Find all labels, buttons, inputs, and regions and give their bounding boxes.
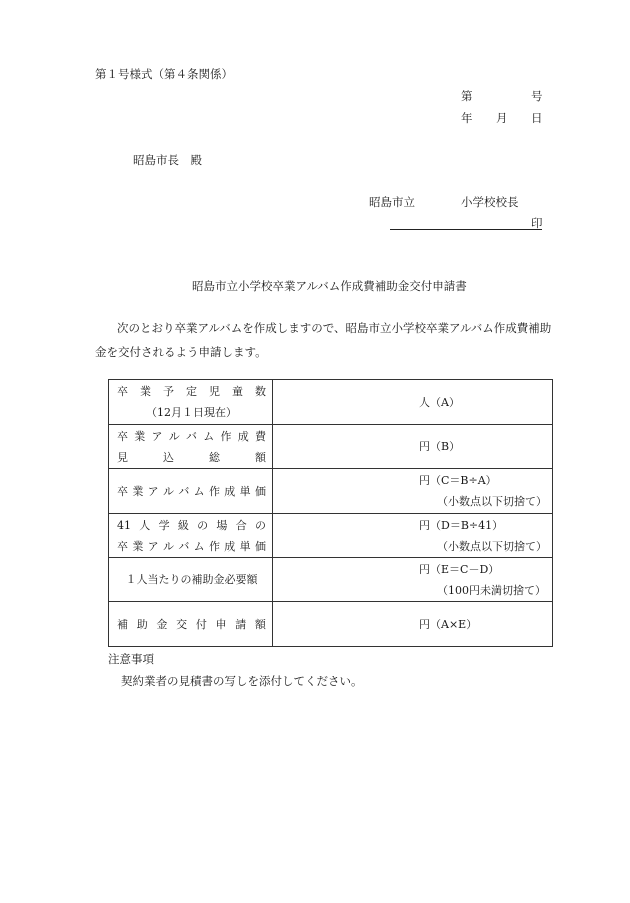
value-text: 円（B） <box>419 440 461 453</box>
table-row <box>109 469 553 514</box>
label-char: 41 <box>117 518 131 532</box>
label-char: 定 <box>186 385 197 398</box>
applicant-school: 小学校校長 <box>461 195 519 209</box>
label-char: 作 <box>208 484 220 498</box>
label-cell <box>109 558 273 602</box>
label-char: ア <box>147 484 159 498</box>
label-char: 卒 <box>117 484 128 498</box>
label-char: 卒 <box>117 385 128 398</box>
label-char: 成 <box>224 484 236 498</box>
value-text: 円（C＝B÷A） <box>419 474 497 487</box>
value-cell <box>273 380 553 425</box>
label-line: １人当たりの補助金必要額 <box>125 573 258 586</box>
label-char: の <box>197 518 209 532</box>
label-cell <box>109 425 273 469</box>
table-row <box>109 514 553 558</box>
label-char: バ <box>178 539 190 553</box>
label-char: 業 <box>134 429 146 443</box>
label-char: 助 <box>136 617 148 631</box>
label-char: 作 <box>220 429 232 443</box>
label-char: ア <box>151 429 163 443</box>
label-char: 請 <box>235 617 247 631</box>
label-char: ム <box>193 539 205 553</box>
value-note: （小数点以下切捨て） <box>437 539 547 553</box>
label-char: ル <box>162 484 174 498</box>
label-cell <box>109 514 273 558</box>
doc-number-dai: 第 <box>461 89 473 103</box>
applicant-city: 昭島市立 <box>369 195 415 209</box>
label-char: 単 <box>239 539 251 553</box>
label-line <box>117 536 266 557</box>
label-char: 学 <box>158 518 170 532</box>
label-char: 付 <box>195 617 207 631</box>
date-day: 日 <box>531 111 543 125</box>
label-cell <box>109 602 273 647</box>
value-cell <box>273 469 553 514</box>
label-char: 作 <box>208 539 220 553</box>
label-char: ム <box>203 429 215 443</box>
label-line <box>117 614 266 635</box>
table-row <box>109 602 553 647</box>
value-text: 円（D＝B÷41） <box>419 518 504 532</box>
label-char: 成 <box>224 539 236 553</box>
label-char: 総 <box>209 450 220 464</box>
label-char: 見 <box>117 450 128 464</box>
document-title: 昭島市立小学校卒業アルバム作成費補助金交付申請書 <box>192 279 467 293</box>
label-char: 補 <box>117 617 128 631</box>
label-char: 額 <box>255 450 266 464</box>
body-line-1: 次のとおり卒業アルバムを作成しますので、昭島市立小学校卒業アルバム作成費補助 <box>117 321 552 335</box>
notes-heading: 注意事項 <box>108 652 154 666</box>
label-char: バ <box>186 429 197 443</box>
label-char: 数 <box>255 385 266 398</box>
signature-line <box>390 229 542 230</box>
label-char: 申 <box>215 617 227 631</box>
label-subline: （12月１日現在） <box>146 406 237 419</box>
label-char: ア <box>147 539 159 553</box>
label-char: ル <box>168 429 180 443</box>
label-char: 卒 <box>117 429 128 443</box>
label-char: 価 <box>254 539 266 553</box>
label-char: 合 <box>235 518 247 532</box>
label-char: 込 <box>163 450 174 464</box>
label-char: 金 <box>156 617 168 631</box>
label-char: ル <box>162 539 174 553</box>
value-cell <box>273 514 553 558</box>
date-month: 月 <box>496 111 508 125</box>
label-char: 予 <box>163 385 174 398</box>
label-line <box>117 381 266 402</box>
table-row <box>109 380 553 425</box>
application-table <box>108 379 553 647</box>
label-char: バ <box>178 484 190 498</box>
body-line-2: 金を交付されるよう申請します。 <box>95 345 267 359</box>
value-text: 円（A×E） <box>419 617 478 631</box>
addressee: 昭島市長 殿 <box>133 153 202 167</box>
label-line <box>117 481 266 502</box>
label-char: 業 <box>132 539 144 553</box>
label-char: 業 <box>132 484 144 498</box>
doc-number-go: 号 <box>531 89 543 103</box>
label-line <box>117 515 266 536</box>
value-note: （小数点以下切捨て） <box>437 495 547 508</box>
label-char: 人 <box>139 518 151 532</box>
notes-item: 契約業者の見積書の写しを添付してください。 <box>121 674 363 688</box>
label-cell <box>109 380 273 425</box>
value-cell <box>273 425 553 469</box>
value-text: 円（E＝C－D） <box>419 562 500 576</box>
label-char: 級 <box>177 518 189 532</box>
value-text: 人（A） <box>419 395 460 409</box>
form-number: 第１号様式（第４条関係） <box>95 67 233 81</box>
label-char: 成 <box>237 429 249 443</box>
label-char: 単 <box>239 484 251 498</box>
label-char: 童 <box>232 385 243 398</box>
label-line <box>117 447 266 468</box>
table-row <box>109 425 553 469</box>
seal-mark: 印 <box>531 216 543 230</box>
label-line <box>117 426 266 447</box>
label-cell <box>109 469 273 514</box>
date-year: 年 <box>461 111 473 125</box>
label-char: 場 <box>216 518 228 532</box>
label-char: ム <box>193 484 205 498</box>
label-char: 業 <box>140 385 151 398</box>
value-cell <box>273 558 553 602</box>
value-cell <box>273 602 553 647</box>
value-note: （100円未満切捨て） <box>437 583 546 597</box>
label-char: 交 <box>176 617 188 631</box>
body-text <box>95 316 555 364</box>
label-char: 額 <box>254 617 266 631</box>
label-char: 価 <box>254 484 266 498</box>
table-row <box>109 558 553 602</box>
label-char: 児 <box>209 385 220 398</box>
label-char: の <box>254 518 266 532</box>
label-char: 費 <box>255 429 266 443</box>
label-char: 卒 <box>117 539 128 553</box>
